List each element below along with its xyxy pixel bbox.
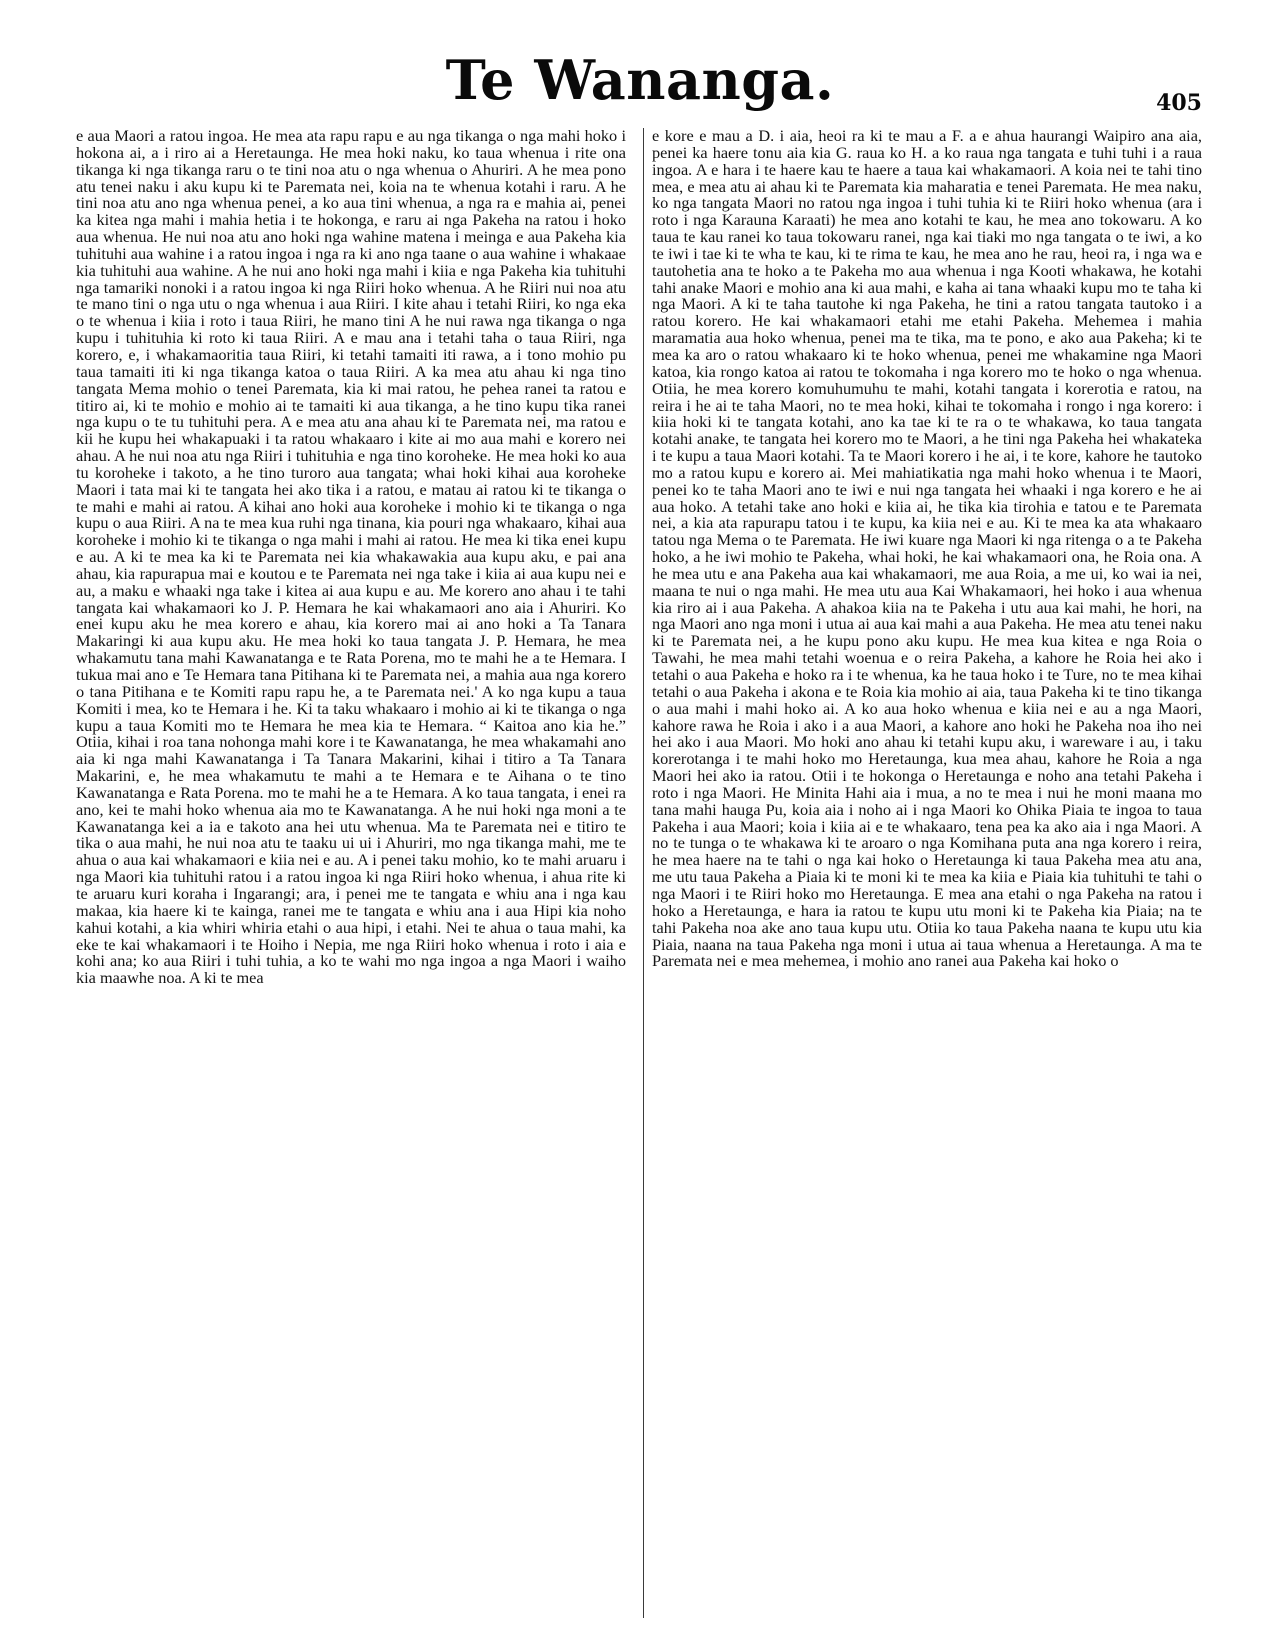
masthead-title: Te Wananga. [445,48,835,112]
left-column-text: e aua Maori a ratou ingoa. He mea ata rapu rapu e au nga tikanga o nga mahi hoko i hokona ai, a i riro ai a Heretaunga. He mea hoki naku, ko taua whenua i rite ona tikanga ki nga tikanga raru o te tini noa atu o nga whenua o Ahuriri. A he mea pono atu tenei naku i aku kupu ki te Paremata nei, koia na te whenua kotahi i raru. A he tini noa atu ano nga whenua penei, a ko aua tini whenua, a nga ra e mahia ai, penei ka kitea nga mahi i mahia hetia i te hokonga, e raru ai nga Pakeha na ratou i hoko aua whenua. He nui noa atu ano hoki nga wahine matena i meinga e aua Pakeha kia tuhituhi aua wahine i a ratou ingoa i nga ra ki ano nga taane o aua wahine i whakaae kia tuhituhi aua wahine. A he nui ano hoki nga mahi i kiia e nga Pakeha kia tuhituhi nga tamariki nonoki i a ratou ingoa ki nga Riiri hoko whenua. A he Riiri nui noa atu te mano tini o nga utu o nga whenua i aua Riiri. I kite ahau i tetahi Riiri, ko nga eka o te whenua i kiia i roto i taua Riiri, he mano tini A he nui rawa nga tikanga o nga kupu i tuhituhia ki roto ki taua Riiri. A e mau ana i tetahi taha o taua Riiri, nga korero, e, i whakamaoritia taua Riiri, ki tetahi tamaiti iti rawa, a i tono mohio pu taua tamaiti iti ki nga tikanga katoa o taua Riiri. A ka mea atu ahau ki nga tino tangata Mema mohio o tenei Paremata, kia ki mai ratou, he pehea ranei ta ratou e titiro ai, ki te mohio e mohio ai te tamaiti ki aua tikanga, a he tino kupu tika ranei nga kupu o te tu tuhituhi pera. A e mea atu ana ahau ki te Paremata nei, ma ratou e kii he kupu hei whakapuaki i ta ratou whakaaro i kite ai mo aua mahi e korero nei ahau. A he nui noa atu nga Riiri i tuhituhia e nga tino koroheke. He mea hoki ko aua tu koroheke i takoto, a he tino turoro aua tangata; whai hoki kihai aua koroheke Maori i tata mai ki te tangata hei ako tika i a ratou, e matau ai ratou ki te tikanga o te mahi e mahi ai ratou. A kihai ano hoki aua koroheke i mohio ki te tikanga o nga kupu o aua Riiri. A na te mea kua ruhi nga tinana, kia pouri nga whakaaro, kihai aua koroheke i mohio ki te tikanga o nga mahi i mahi ai ratou. He mea ki tika enei kupu e au. A ki te mea ka ki te Paremata nei kia whakawakia aua kupu aku, e pai ana ahau, kia rapurapua mai e koutou e te Paremata nei nga take i kiia ai aua kupu nei e au, a maku e whaaki nga take i kitea ai aua kupu e au. Me korero ano ahau i te tahi tangata kai whakamaori ko J. P. Hemara he kai whakamaori ano aia i Ahuriri. Ko enei kupu aku he mea korero e ahau, kia korero mai ai ano hoki a Ta Tanara Makaringi ki aua kupu aku. He mea hoki ko taua tangata J. P. Hemara, he mea whakamutu tana mahi Kawanatanga e te Rata Porena, mo te mahi he a te Hemara. I tukua mai ano e Te Hemara tana Pitihana ki te Paremata nei, a mahia aua nga korero o tana Pitihana e te Komiti rapu rapu he, a te Paremata nei.' A ko nga kupu a taua Komiti i mea, ko te Hemara i he. Ki ta taku whakaaro i mohio ai ki te tikanga o nga kupu a taua Komiti mo te Hemara he mea kia te Hemara. “ Kaitoa ano kia he.” Otiia, kihai i roa tana nohonga mahi kore i te Kawanatanga, he mea whakamahi ano aia ki nga mahi Kawanatanga i Ta Tanara Makarini, kihai i titiro a Ta Tanara Makarini, e, he mea whakamutu te mahi a te Hemara e te Aihana o te tino Kawanatanga e Rata Porena. mo te mahi he a te Hemara. A ko taua tangata, i enei ra ano, kei te mahi hoko whenua aia mo te Kawanatanga. A he nui hoki nga moni a te Kawanatanga kei a ia e takoto ana hei utu whenua. Ma te Paremata nei e titiro te tika o aua mahi, he nui noa atu te taaku ui ui i Ahuriri, mo nga tikanga mahi, me te ahua o aua kai whakamaori e kiia nei e au. A i penei taku mohio, ko te mahi aruaru i nga Maori kia tuhituhi ratou i a ratou ingoa ki nga Riiri hoko whenua, i ahua rite ki te aruaru kuri koraha i Ingarangi; ara, i penei me te tangata e whiu ana i nga kau makaa, kia haere ki te kainga, ranei me te tangata e whiu ana i aua Hipi kia noho kahui kotahi, a kia whiri whiria etahi o aua hipi, i etahi. Nei te ahua o taua mahi, ka eke te kai whakamaori i te Hoiho i Nepia, me nga Riiri hoko whenua i roto i aia e kohi ana; ko aua Riiri i tuhi tuhia, a ko te wahi mo nga ingoa a nga Maori i waiho kia maawhe noa. A ki te mea [76,128,626,988]
right-column-text: e kore e mau a D. i aia, heoi ra ki te mau a F. a e ahua haurangi Waipiro ana aia, penei ka haere tonu aia kia G. raua ko H. a ko raua nga tangata e tuhi tuhi i a raua ingoa. A e hara i te haere kau te haere a taua kai whakamaori. A koia nei te tahi tino mea, e mea atu ai ahau ki te Paremata kia maharatia e tenei Paremata. He mea naku, ko nga tangata Maori no ratou nga ingoa i tuhi tuhia ki te Riiri hoko whenua (ara i roto i nga Karauna Karaati) he mea ano kotahi te kau, he mea ano tokowaru. A ko taua te kau ranei ko taua tokowaru ranei, nga kai tiaki mo nga tangata o te iwi, a ko te iwi i tae ki te wha te kau, ki te rima te kau, he mea ano he rau, heoi ra, i nga wa e tautohetia ana te hoko a te Pakeha mo aua whenua i nga Kooti whakawa, he kotahi tahi anake Maori e mohio ana ki aua mahi, e kaha ai tana whaaki kupu mo te taha ki nga Maori. A ki te taha tautohe ki nga Pakeha, he tini a ratou tangata tautoko i a ratou korero. He kai whakamaori etahi me etahi Pakeha. Mehemea i mahia maramatia aua hoko whenua, penei ma te tika, ma te pono, e ako aua Pakeha; ki te mea ka aro o ratou whakaaro ki te hoko whenua, penei me whakamine nga Maori katoa, kia rongo katoa ai ratou te tokomaha i nga korero mo te hoko o nga whenua. Otiia, he mea korero komuhumuhu te mahi, kotahi tangata i korerotia e ratou, na reira i he ai te taha Maori, no te mea hoki, kihai te tokomaha i rongo i nga korero: i kiia hoki ki te tangata kotahi, ano ka tae ki te ra o te whakawa, ko taua tangata kotahi anake, te tangata hei korero mo te Maori, a he tini nga Pakeha hei whakateka i te kupu a taua Maori kotahi. Ta te Maori korero i he ai, i te kore, kahore he tautoko mo a ratou kupu e korero ai. Mei mahiatikatia nga mahi hoko whenua i te Maori, penei ko te taha Maori ano te iwi e nui nga tangata hei whaaki i nga korero e he ai aua hoko. A tetahi take ano hoki e kiia ai, he tika kia tirohia e tatou e te Paremata nei, a kia ata rapurapu tatou i te kupu, ka kiia nei e au. Ki te mea ka ata whakaaro tatou nga Mema o te Paremata. He iwi kuare nga Maori ki nga ritenga o a te Pakeha hoko, a he iwi mohio te Pakeha, whai hoki, he kai whakamaori ona, he Roia ona. A he mea utu e ana Pakeha aua kai whakamaori, me aua Roia, a me ui, ko wai ia nei, maana te nui o nga mahi. He mea utu aua Kai Whakamaori, hei hoko i aua whenua kia riro ai i aua Pakeha. A ahakoa kiia na te Pakeha i utu aua kai mahi, he hori, na nga Maori ano nga moni i utua ai aua kai mahi a aua Pakeha. He mea atu tenei naku ki te Paremata nei, a he kupu pono aku kupu. He mea kua kitea e nga Roia o Tawahi, he mea mahi tetahi woenua e o reira Pakeha, a kahore he Roia hei ako i tetahi o aua Pakeha e hoko ra i te whenua, ka he taua hoko i te Ture, no te mea kihai tetahi o aua Pakeha i akona e te Roia kia mohio ai aia, taua Pakeha ki te tino tikanga o aua mahi i mahi hoko ai. A ko aua hoko whenua e kiia nei e au a nga Maori, kahore rawa he Roia i ako i a aua Maori, a kahore ano hoki he Pakeha noa iho nei hei ako i aua Maori. Mo hoki ano ahau ki tetahi kupu aku, i wareware i au, i taku korerotanga i te mahi hoko mo Heretaunga, kua mea ahau, kahore he Roia a nga Maori hei ako ia ratou. Otii i te hokonga o Heretaunga e noho ana tetahi Pakeha i roto i nga Maori. He Minita Hahi aia i mua, a no te mea i nui he moni maana mo tana mahi hauga Pu, koia aia i noho ai i nga Maori ko Ohika Piaia te ingoa to taua Pakeha i aua Maori; koia i kiia ai e te whakaaro, tena pea ka ako aia i nga Maori. A no te tunga o te whakawa ki te aroaro o nga Komihana puta ana nga korero i reira, he mea haere na te tahi o nga kai hoko o Heretaunga ki taua Pakeha mea atu ana, me utu taua Pakeha a Piaia ki te moni ki te mea ka kiia e Piaia kia tuhituhi te tahi o nga Maori i te Riiri hoko mo Heretaunga. E mea ana etahi o nga Pakeha na ratou i hoko a Heretaunga, e hara ia ratou te kupu utu moni ki te Pakeha kia Piaia; na te tahi Pakeha noa ake ano taua kupu utu. Otiia ko taua Pakeha naana te kupu utu kia Piaia, naana na taua Pakeha nga moni i utua ai taua whenua a Heretaunga. A ma te Paremata nei e mea mehemea, i mohio ano ranei aua Pakeha kai hoko o [652,128,1202,971]
column-divider [643,128,644,1618]
page-number: 405 [1156,90,1202,116]
